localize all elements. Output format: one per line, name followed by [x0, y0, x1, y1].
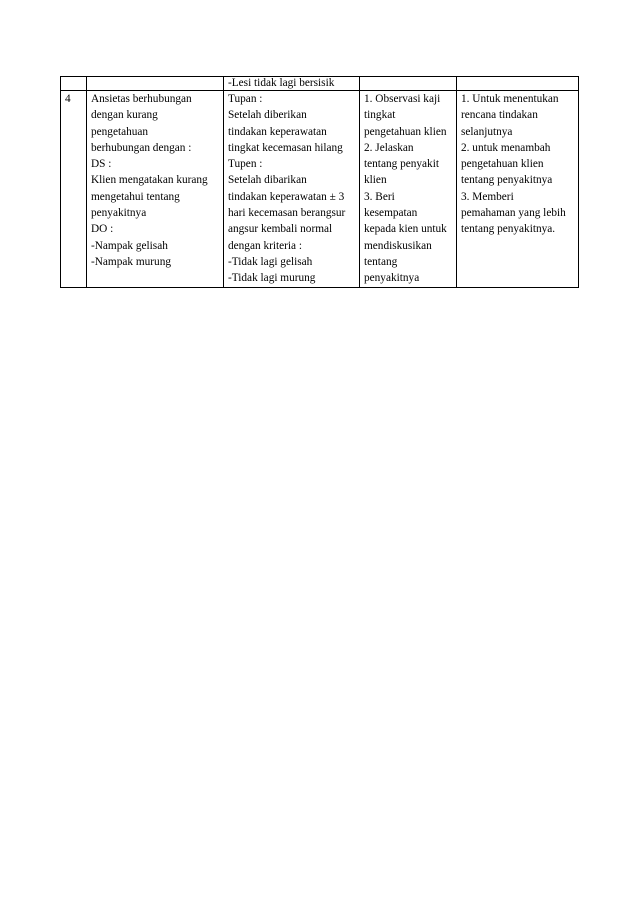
goal-line: tingkat kecemasan hilang: [228, 141, 343, 154]
intervention-line: tentang penyakit: [364, 158, 439, 171]
diagnosis-line: -Nampak gelisah: [91, 239, 168, 252]
intervention-line: pengetahuan klien: [364, 125, 447, 138]
goal-line: -Tidak lagi gelisah: [228, 255, 313, 268]
intervention-line: 3. Beri: [364, 190, 395, 203]
cell-diagnosis: [87, 77, 224, 91]
goal-line: -Tidak lagi murung: [228, 272, 316, 285]
diagnosis-line: Ansietas berhubungan: [91, 93, 192, 105]
cell-goal: -Lesi tidak lagi bersisik: [224, 77, 360, 91]
cell-intervention: [360, 91, 457, 288]
intervention-line: kesempatan: [364, 207, 418, 220]
goal-line: angsur kembali normal: [228, 223, 333, 236]
intervention-line: penyakitnya: [364, 272, 420, 285]
goal-line: Setelah diberikan: [228, 109, 307, 122]
table-row-continuation: [61, 77, 579, 91]
diagnosis-line: penyakitnya: [91, 207, 147, 220]
goal-line: dengan kriteria :: [228, 239, 303, 252]
cell-rationale: [457, 91, 579, 288]
rationale-line: selanjutnya: [461, 125, 513, 138]
diagnosis-line: berhubungan dengan :: [91, 141, 192, 154]
intervention-line: 1. Observasi kaji: [364, 93, 441, 105]
cell-rationale: [457, 77, 579, 91]
cell-no: 4: [61, 91, 87, 288]
rationale-line: 1. Untuk menentukan: [461, 93, 559, 105]
cell-intervention: [360, 77, 457, 91]
intervention-line: 2. Jelaskan: [364, 141, 414, 154]
goal-line: hari kecemasan berangsur: [228, 207, 346, 220]
intervention-line: kepada kien untuk: [364, 223, 447, 236]
diagnosis-line: DS :: [91, 158, 112, 171]
diagnosis-line: mengetahui tentang: [91, 190, 180, 203]
table-row: [61, 91, 579, 288]
cell-goal: [224, 91, 360, 288]
intervention-line: tingkat: [364, 109, 396, 122]
rationale-line: pemahaman yang lebih: [461, 207, 566, 220]
rationale-line: 2. untuk menambah: [461, 141, 551, 154]
rationale-line: rencana tindakan: [461, 109, 538, 122]
nursing-care-plan-table: [60, 76, 579, 288]
intervention-line: klien: [364, 174, 387, 187]
rationale-line: pengetahuan klien: [461, 158, 544, 171]
intervention-line: tentang: [364, 255, 398, 268]
diagnosis-line: dengan kurang: [91, 109, 158, 122]
goal-line: tindakan keperawatan ± 3: [228, 190, 345, 203]
diagnosis-line: DO :: [91, 223, 114, 236]
goal-line: Tupen :: [228, 158, 263, 171]
diagnosis-line: -Nampak murung: [91, 255, 171, 268]
goal-line: Setelah dibarikan: [228, 174, 307, 187]
cell-diagnosis: [87, 91, 224, 288]
rationale-line: 3. Memberi: [461, 190, 514, 203]
rationale-line: tentang penyakitnya.: [461, 223, 556, 236]
goal-line: tindakan keperawatan: [228, 125, 327, 138]
rationale-line: tentang penyakitnya: [461, 174, 553, 187]
intervention-line: mendiskusikan: [364, 239, 432, 252]
diagnosis-line: Klien mengatakan kurang: [91, 174, 208, 187]
goal-line: Tupan :: [228, 93, 263, 105]
cell-no: [61, 77, 87, 91]
diagnosis-line: pengetahuan: [91, 125, 149, 138]
